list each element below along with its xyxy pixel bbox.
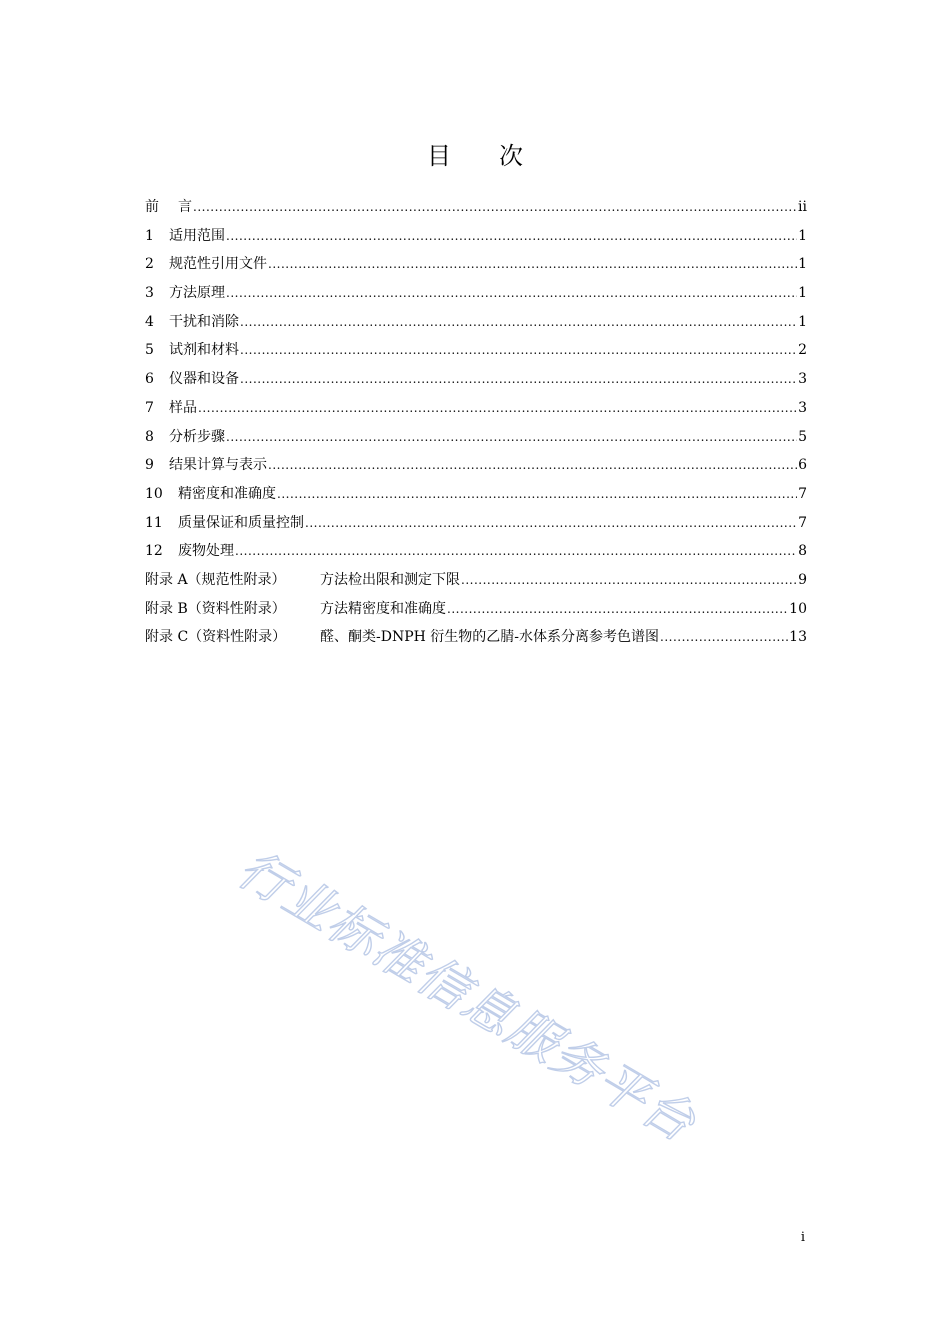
toc-entry-number: 4 (145, 313, 154, 330)
toc-leader-dots (226, 282, 797, 304)
toc-entry-label: 分析步骤 (169, 428, 225, 445)
toc-entry-page: 13 (789, 629, 807, 646)
toc-entry-11[interactable] (145, 512, 807, 541)
toc-leader-dots (461, 569, 797, 591)
toc-entry-number: 12 (145, 543, 163, 560)
toc-entry-label: 言 (178, 199, 192, 215)
toc-leader-dots (268, 253, 797, 275)
toc-list (145, 196, 807, 655)
toc-entry-6[interactable] (145, 368, 807, 397)
toc-entry-appendix-a[interactable] (145, 569, 807, 598)
toc-entry-page: 2 (798, 342, 807, 359)
toc-entry-2[interactable] (145, 253, 807, 282)
toc-entry-number: 9 (145, 457, 154, 474)
toc-entry-5[interactable] (145, 339, 807, 368)
toc-entry-page: 10 (789, 600, 807, 617)
toc-title-char-1: 目 (427, 142, 451, 170)
toc-entry-label: 仪器和设备 (169, 371, 239, 388)
toc-entry-page: 7 (798, 485, 807, 502)
toc-entry-label: 试剂和材料 (169, 342, 239, 359)
toc-entry-number: 1 (145, 227, 154, 244)
toc-leader-dots (268, 454, 797, 476)
page-number: i (800, 1230, 805, 1245)
toc-entry-page: 1 (798, 313, 807, 330)
toc-leader-dots (193, 196, 797, 218)
toc-entry-label: 方法精密度和准确度 (320, 600, 446, 617)
toc-entry-label: 方法检出限和测定下限 (320, 571, 460, 588)
toc-entry-number: 10 (145, 485, 163, 502)
toc-entry-page: 1 (798, 256, 807, 273)
toc-entry-number: 7 (145, 399, 154, 416)
toc-entry-label: 方法原理 (169, 285, 225, 302)
toc-entry-number: 附录 C（资料性附录） (145, 629, 287, 646)
toc-title-char-2: 次 (499, 142, 523, 170)
toc-leader-dots (447, 598, 788, 620)
toc-entry-foreword[interactable] (145, 196, 807, 225)
toc-leader-dots (660, 626, 788, 648)
toc-entry-8[interactable] (145, 426, 807, 455)
toc-leader-dots (305, 512, 797, 534)
toc-entry-number: 5 (145, 342, 154, 359)
toc-entry-label: 精密度和准确度 (178, 485, 276, 502)
toc-entry-page: 6 (798, 457, 807, 474)
toc-leader-dots (226, 426, 797, 448)
toc-entry-label: 干扰和消除 (169, 313, 239, 330)
toc-leader-dots (277, 483, 797, 505)
toc-entry-label: 规范性引用文件 (169, 256, 267, 273)
toc-entry-appendix-c[interactable] (145, 626, 807, 655)
toc-title (0, 136, 950, 171)
toc-entry-number: 附录 B（资料性附录） (145, 600, 286, 617)
toc-entry-1[interactable] (145, 225, 807, 254)
toc-entry-9[interactable] (145, 454, 807, 483)
toc-entry-label: 醛、酮类-DNPH 衍生物的乙腈-水体系分离参考色谱图 (320, 629, 660, 646)
toc-entry-number: 2 (145, 256, 154, 273)
toc-entry-page: 1 (798, 227, 807, 244)
toc-entry-page: 3 (798, 371, 807, 388)
toc-entry-label: 废物处理 (178, 543, 234, 560)
toc-entry-number: 6 (145, 371, 154, 388)
toc-entry-label: 质量保证和质量控制 (178, 514, 304, 531)
toc-entry-page: 8 (798, 543, 807, 560)
toc-leader-dots (226, 225, 797, 247)
toc-entry-page: 7 (798, 514, 807, 531)
toc-entry-label: 样品 (169, 399, 197, 416)
toc-entry-label: 适用范围 (169, 227, 225, 244)
toc-entry-number: 3 (145, 285, 154, 302)
toc-leader-dots (235, 540, 797, 562)
toc-entry-3[interactable] (145, 282, 807, 311)
toc-entry-10[interactable] (145, 483, 807, 512)
toc-entry-12[interactable] (145, 540, 807, 569)
toc-entry-number: 附录 A（规范性附录） (145, 571, 286, 588)
toc-leader-dots (240, 339, 797, 361)
toc-leader-dots (198, 397, 797, 419)
toc-entry-page: 9 (798, 571, 807, 588)
toc-leader-dots (240, 368, 797, 390)
watermark-text: 行业标准信息服务平台 (228, 839, 706, 1154)
toc-entry-number: 11 (145, 514, 163, 531)
toc-entry-page: 1 (798, 285, 807, 302)
toc-entry-7[interactable] (145, 397, 807, 426)
toc-entry-number: 前 (145, 199, 159, 215)
toc-entry-4[interactable] (145, 311, 807, 340)
toc-entry-number: 8 (145, 428, 154, 445)
toc-entry-page: 5 (798, 428, 807, 445)
toc-entry-page: ii (798, 199, 807, 215)
toc-leader-dots (240, 311, 797, 333)
toc-entry-appendix-b[interactable] (145, 598, 807, 627)
toc-entry-label: 结果计算与表示 (169, 457, 267, 474)
toc-entry-page: 3 (798, 399, 807, 416)
